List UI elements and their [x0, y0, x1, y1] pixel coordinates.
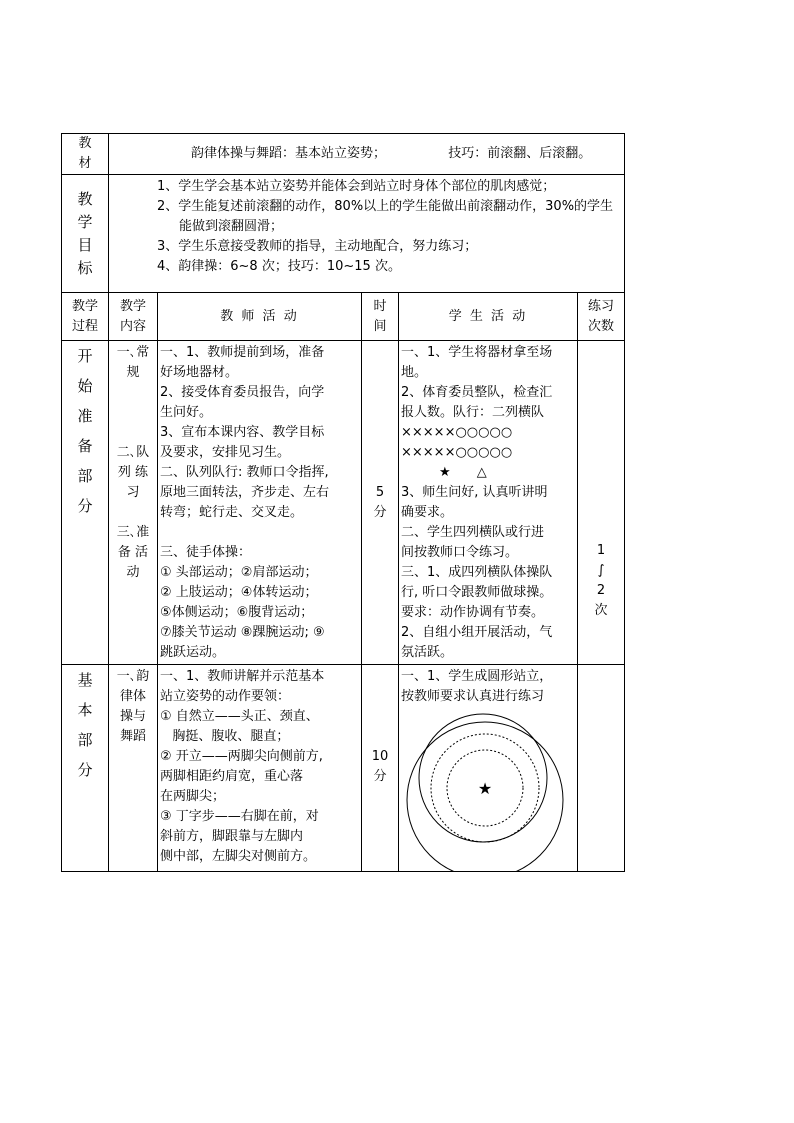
formation-row-2: ×××××○○○○○: [401, 445, 513, 460]
student-line: 二、学生四列横队或行进: [401, 525, 545, 540]
goals-content: [109, 175, 625, 293]
formation-markers: [401, 463, 575, 483]
header-student: 学 生 活 动: [399, 293, 578, 341]
section-basic-content: [109, 665, 158, 872]
teacher-line: ① 自然立——头正、颈直、: [160, 709, 319, 724]
middle-circle: [419, 714, 547, 842]
section-basic-label: 基 本 部 分: [62, 665, 109, 872]
student-line: 3、师生问好, 认真听讲明: [401, 485, 548, 500]
teacher-line: 跳跃运动。: [160, 645, 226, 660]
teacher-line: 斜前方，脚跟靠与左脚内: [160, 829, 304, 844]
teacher-line: 两脚相距约肩宽，重心落: [160, 769, 304, 784]
teacher-line: 一、1、教师讲解并示范基本: [160, 669, 325, 684]
formation-row-1: ×××××○○○○○: [401, 425, 513, 440]
material-dance: 韵律体操与舞蹈：基本站立姿势；: [191, 146, 387, 161]
student-line: 间按教师口令练习。: [401, 545, 519, 560]
teacher-line: ② 上肢运动；④体转运动；: [160, 585, 318, 600]
material-skills: 技巧：前滚翻、后滚翻。: [448, 146, 592, 161]
header-time: 时 间: [362, 293, 399, 341]
student-line: 要求：动作协调有节奏。: [401, 605, 545, 620]
header-process: 教学 过程: [62, 293, 109, 341]
teacher-line: 一、1、教师提前到场，准备: [160, 345, 325, 360]
student-line: 2、体育委员整队，检查汇: [401, 385, 553, 400]
student-line: 确要求。: [401, 505, 454, 520]
student-line: 2、自组小组开展活动，气: [401, 625, 553, 640]
section-basic-count: [578, 665, 625, 872]
section-start-teacher: [158, 341, 362, 665]
student-line: 三、1、成四列横队体操队: [401, 565, 553, 580]
start-count-value: 1 ∫ 2 次: [594, 543, 608, 618]
student-line: 行, 听口令跟教师做球操。: [401, 585, 553, 600]
goal-2-cont: 能做到滚翻圆滑；: [179, 219, 284, 234]
material-label: 教 材: [62, 134, 109, 175]
student-line: 氛活跃。: [401, 645, 454, 660]
teacher-star-icon: ★: [439, 465, 451, 480]
teacher-line: 原地三面转法，齐步走、左右: [160, 485, 330, 500]
teacher-line: 及要求，安排见习生。: [160, 445, 291, 460]
goals-label: 教 学 目 标: [62, 175, 109, 293]
start-content-drill: 二､队 列 练 习: [116, 445, 150, 500]
student-line: 报人数。队行：二列横队: [401, 405, 545, 420]
teacher-line: 3、宣布本课内容、教学目标: [160, 425, 325, 440]
student-triangle-icon: △: [476, 465, 487, 480]
goal-1: 1、学生学会基本站立姿势并能体会到站立时身体个部位的肌肉感觉；: [157, 179, 556, 194]
basic-time-value: 10 分: [371, 749, 389, 784]
center-star-icon: ★: [477, 779, 493, 798]
section-start-time: [362, 341, 399, 665]
section-start-content: [109, 341, 158, 665]
student-line: 一、1、学生将器材拿至场: [401, 345, 553, 360]
section-basic-student: [399, 665, 578, 872]
student-line: 一、1、学生成圆形站立，: [401, 669, 553, 684]
teacher-line: 生问好。: [160, 405, 213, 420]
basic-content-dance: 一､韵 律体 操与 舞蹈: [116, 669, 150, 744]
lesson-plan-table: [61, 133, 625, 872]
section-start-label: 开 始 准 备 部 分: [62, 341, 109, 665]
teacher-line: 好场地器材。: [160, 365, 239, 380]
circle-formation-diagram: [401, 711, 573, 871]
teacher-line: 三、徒手体操：: [160, 545, 252, 560]
teacher-line: ③ 丁字步——右脚在前，对: [160, 809, 319, 824]
student-line: 地。: [401, 365, 428, 380]
teacher-line: 转弯；蛇行走、交叉走。: [160, 505, 304, 520]
teacher-line: 二、队列队行: 教师口令指挥,: [160, 465, 329, 480]
student-line: 按教师要求认真进行练习: [401, 689, 545, 704]
header-count: 练习 次数: [578, 293, 625, 341]
section-start-count: [578, 341, 625, 665]
header-teacher: 教 师 活 动: [158, 293, 362, 341]
teacher-line: ② 开立——两脚尖向侧前方,: [160, 749, 323, 764]
section-basic-time: [362, 665, 399, 872]
teacher-line: 侧中部，左脚尖对侧前方。: [160, 849, 317, 864]
material-content: [109, 134, 625, 175]
header-content: 教学 内容: [109, 293, 158, 341]
teacher-line: 站立姿势的动作要领：: [160, 689, 291, 704]
teacher-line: 2、接受体育委员报告，向学: [160, 385, 325, 400]
start-time-value: 5 分: [373, 485, 387, 520]
teacher-line: 胸挺、腹收、腿直；: [160, 729, 290, 744]
start-content-warmup: 三､准 备 活 动: [116, 525, 150, 580]
section-basic-teacher: [158, 665, 362, 872]
start-content-routine: 一､常 规: [116, 345, 150, 380]
goal-3: 3、学生乐意接受教师的指导，主动地配合，努力练习；: [157, 239, 478, 254]
goal-4: 4、韵律操：6~8 次；技巧：10~15 次。: [157, 259, 401, 274]
teacher-line: ⑤体侧运动；⑥腹背运动；: [160, 605, 314, 620]
teacher-line: 在两脚尖；: [160, 789, 226, 804]
section-start-student: [399, 341, 578, 665]
teacher-line: ⑦膝关节运动 ⑧踝腕运动; ⑨: [160, 625, 325, 640]
goal-2: 2、学生能复述前滚翻的动作，80%以上的学生能做出前滚翻动作，30%的学生: [157, 199, 614, 214]
teacher-line: ① 头部运动；②肩部运动；: [160, 565, 318, 580]
